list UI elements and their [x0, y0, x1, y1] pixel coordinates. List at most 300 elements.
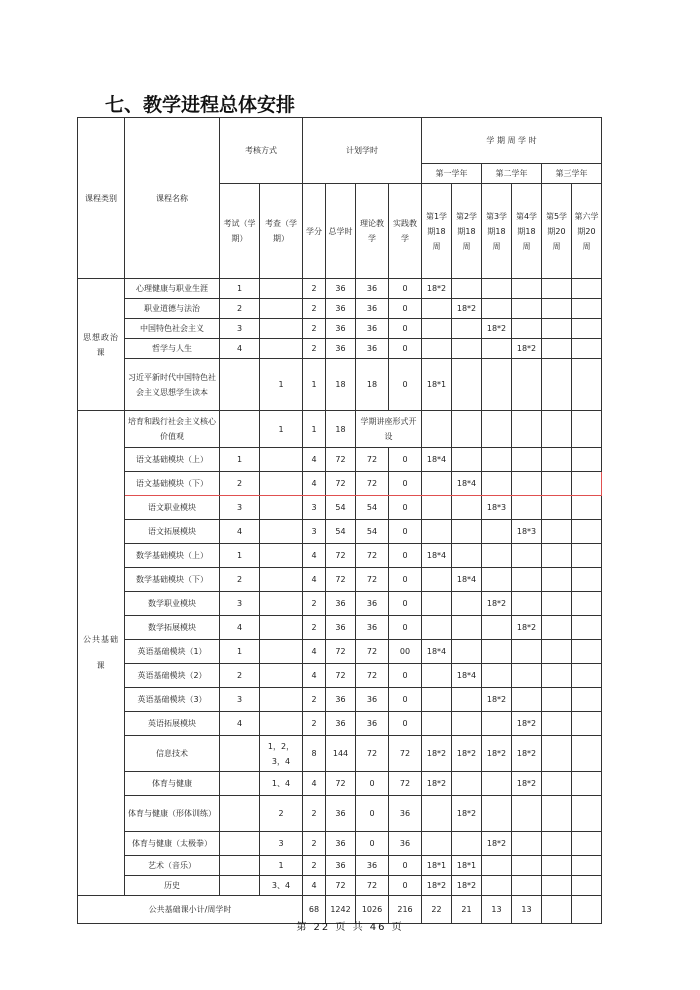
cell-s4 — [512, 472, 542, 496]
header-theory: 理论教学 — [356, 184, 389, 279]
cell-s2 — [452, 544, 482, 568]
cell-s1: 18*1 — [422, 856, 452, 876]
cell-exam: 3 — [220, 688, 260, 712]
cell-credits: 4 — [303, 772, 326, 796]
cell-theory: 36 — [356, 592, 389, 616]
cell-theory: 0 — [356, 832, 389, 856]
teaching-plan-table — [77, 117, 602, 924]
cell-s4: 18*2 — [512, 339, 542, 359]
cell-total: 36 — [326, 856, 356, 876]
cell-theory: 54 — [356, 496, 389, 520]
cell-exam: 2 — [220, 299, 260, 319]
cell-practice: 0 — [389, 496, 422, 520]
cell-s4: 18*2 — [512, 616, 542, 640]
cell-check — [260, 520, 303, 544]
cell-s1 — [422, 616, 452, 640]
table-row — [78, 736, 602, 772]
cell-s2 — [452, 448, 482, 472]
cell-s4: 18*2 — [512, 712, 542, 736]
cell-s3: 18*2 — [482, 319, 512, 339]
header-check: 考查（学期） — [260, 184, 303, 279]
subtotal-theory: 1026 — [356, 896, 389, 924]
cell-s3 — [482, 411, 512, 448]
header-total-hours: 总学时 — [326, 184, 356, 279]
cell-theory: 36 — [356, 616, 389, 640]
cell-exam: 2 — [220, 568, 260, 592]
cell-practice: 0 — [389, 688, 422, 712]
cell-credits: 2 — [303, 279, 326, 299]
cell-practice: 0 — [389, 616, 422, 640]
header-year2: 第二学年 — [482, 164, 542, 184]
cell-credits: 2 — [303, 616, 326, 640]
cell-s2 — [452, 411, 482, 448]
course-name: 历史 — [125, 876, 220, 896]
cell-practice: 0 — [389, 448, 422, 472]
table-row — [78, 448, 602, 472]
table-row — [78, 796, 602, 832]
section-title: 七、教学进程总体安排 — [105, 94, 296, 116]
cell-credits: 2 — [303, 299, 326, 319]
cell-theory: 36 — [356, 688, 389, 712]
header-assessment: 考核方式 — [220, 118, 303, 184]
cell-s1 — [422, 472, 452, 496]
cell-s1: 18*2 — [422, 876, 452, 896]
cell-s3 — [482, 520, 512, 544]
cell-exam: 3 — [220, 496, 260, 520]
cell-exam: 1 — [220, 640, 260, 664]
cell-s6 — [572, 472, 602, 496]
cell-total: 72 — [326, 876, 356, 896]
cell-theory: 36 — [356, 299, 389, 319]
cell-practice: 0 — [389, 856, 422, 876]
group-ideology: 思想政治课 — [78, 279, 125, 411]
subtotal-s1: 22 — [422, 896, 452, 924]
cell-credits: 4 — [303, 568, 326, 592]
table-row — [78, 279, 602, 299]
cell-total: 36 — [326, 592, 356, 616]
cell-credits: 2 — [303, 592, 326, 616]
cell-s1: 18*2 — [422, 736, 452, 772]
cell-exam — [220, 736, 260, 772]
cell-credits: 2 — [303, 319, 326, 339]
cell-s2: 18*2 — [452, 299, 482, 319]
cell-credits: 3 — [303, 520, 326, 544]
cell-s2 — [452, 359, 482, 411]
cell-practice: 0 — [389, 319, 422, 339]
cell-s1 — [422, 568, 452, 592]
course-name: 职业道德与法治 — [125, 299, 220, 319]
cell-total: 36 — [326, 279, 356, 299]
course-name: 英语拓展模块 — [125, 712, 220, 736]
cell-s1: 18*4 — [422, 448, 452, 472]
header-year3: 第三学年 — [542, 164, 602, 184]
cell-s3 — [482, 568, 512, 592]
cell-s3 — [482, 299, 512, 319]
cell-total: 36 — [326, 299, 356, 319]
cell-check — [260, 299, 303, 319]
cell-exam: 1 — [220, 448, 260, 472]
cell-s2 — [452, 616, 482, 640]
cell-s5 — [542, 359, 572, 411]
cell-s1 — [422, 592, 452, 616]
course-name: 语文基础模块（上） — [125, 448, 220, 472]
course-name: 习近平新时代中国特色社会主义思想学生读本 — [125, 359, 220, 411]
header-category: 课程类别 — [78, 118, 125, 279]
cell-total: 54 — [326, 520, 356, 544]
table-row — [78, 640, 602, 664]
cell-exam: 4 — [220, 616, 260, 640]
header-plan-hours: 计划学时 — [303, 118, 422, 184]
cell-practice: 0 — [389, 472, 422, 496]
table-row — [78, 832, 602, 856]
course-name: 数学基础模块（上） — [125, 544, 220, 568]
cell-s6 — [572, 712, 602, 736]
cell-exam — [220, 832, 260, 856]
table-row — [78, 319, 602, 339]
cell-s3 — [482, 339, 512, 359]
header-semester-3: 第3学期18周 — [482, 184, 512, 279]
cell-total: 18 — [326, 411, 356, 448]
cell-s3 — [482, 664, 512, 688]
cell-exam — [220, 796, 260, 832]
cell-check — [260, 640, 303, 664]
subtotal-s2: 21 — [452, 896, 482, 924]
cell-exam: 4 — [220, 339, 260, 359]
cell-s6 — [572, 736, 602, 772]
cell-s6 — [572, 856, 602, 876]
course-name: 中国特色社会主义 — [125, 319, 220, 339]
cell-credits: 2 — [303, 832, 326, 856]
cell-s4 — [512, 688, 542, 712]
header-semester-6: 第六学期20周 — [572, 184, 602, 279]
cell-theory: 72 — [356, 472, 389, 496]
cell-theory: 0 — [356, 772, 389, 796]
course-name: 数学拓展模块 — [125, 616, 220, 640]
header-semester-2: 第2学期18周 — [452, 184, 482, 279]
cell-s6 — [572, 664, 602, 688]
cell-exam — [220, 876, 260, 896]
table-row — [78, 688, 602, 712]
cell-exam — [220, 359, 260, 411]
cell-total: 72 — [326, 772, 356, 796]
cell-s4: 18*3 — [512, 520, 542, 544]
cell-s4 — [512, 411, 542, 448]
table-row — [78, 568, 602, 592]
cell-check — [260, 712, 303, 736]
cell-check — [260, 664, 303, 688]
cell-s1: 18*2 — [422, 772, 452, 796]
cell-s5 — [542, 496, 572, 520]
cell-total: 36 — [326, 616, 356, 640]
cell-check — [260, 472, 303, 496]
cell-s3 — [482, 856, 512, 876]
cell-s3 — [482, 279, 512, 299]
cell-s1 — [422, 496, 452, 520]
cell-s1 — [422, 664, 452, 688]
cell-theory: 72 — [356, 568, 389, 592]
cell-s2 — [452, 640, 482, 664]
cell-s1 — [422, 832, 452, 856]
cell-s3 — [482, 448, 512, 472]
cell-s6 — [572, 411, 602, 448]
subtotal-practice: 216 — [389, 896, 422, 924]
cell-s5 — [542, 712, 572, 736]
cell-s6 — [572, 448, 602, 472]
table-row — [78, 664, 602, 688]
cell-s3 — [482, 359, 512, 411]
subtotal-credits: 68 — [303, 896, 326, 924]
cell-check — [260, 448, 303, 472]
cell-theory: 18 — [356, 359, 389, 411]
cell-s3: 18*2 — [482, 832, 512, 856]
cell-s5 — [542, 772, 572, 796]
cell-s5 — [542, 568, 572, 592]
cell-s2 — [452, 712, 482, 736]
cell-s5 — [542, 319, 572, 339]
cell-total: 18 — [326, 359, 356, 411]
cell-theory: 36 — [356, 339, 389, 359]
cell-s2: 18*2 — [452, 736, 482, 772]
course-name: 艺术（音乐） — [125, 856, 220, 876]
cell-theory: 54 — [356, 520, 389, 544]
cell-exam: 4 — [220, 520, 260, 544]
table-row — [78, 616, 602, 640]
header-semester-1: 第1学期18周 — [422, 184, 452, 279]
cell-s6 — [572, 339, 602, 359]
cell-total: 144 — [326, 736, 356, 772]
cell-check — [260, 688, 303, 712]
cell-total: 72 — [326, 568, 356, 592]
cell-s2 — [452, 772, 482, 796]
cell-s3 — [482, 640, 512, 664]
cell-exam: 3 — [220, 592, 260, 616]
cell-s6 — [572, 796, 602, 832]
cell-s4 — [512, 568, 542, 592]
cell-s3 — [482, 472, 512, 496]
cell-s6 — [572, 876, 602, 896]
cell-total: 36 — [326, 832, 356, 856]
cell-s6 — [572, 688, 602, 712]
cell-total: 72 — [326, 448, 356, 472]
cell-total: 36 — [326, 319, 356, 339]
course-name: 培育和践行社会主义核心价值观 — [125, 411, 220, 448]
cell-s6 — [572, 279, 602, 299]
cell-credits: 1 — [303, 411, 326, 448]
cell-check: 1，2，3，4 — [260, 736, 303, 772]
cell-total: 72 — [326, 472, 356, 496]
cell-s4 — [512, 448, 542, 472]
cell-s4 — [512, 544, 542, 568]
cell-practice: 0 — [389, 299, 422, 319]
header-practice: 实践教学 — [389, 184, 422, 279]
table-row — [78, 496, 602, 520]
cell-s1 — [422, 688, 452, 712]
table-row — [78, 856, 602, 876]
cell-check — [260, 544, 303, 568]
cell-check: 1 — [260, 856, 303, 876]
cell-credits: 3 — [303, 496, 326, 520]
cell-s5 — [542, 640, 572, 664]
cell-practice: 0 — [389, 592, 422, 616]
course-name: 体育与健康 — [125, 772, 220, 796]
cell-s3: 18*2 — [482, 688, 512, 712]
cell-s1 — [422, 712, 452, 736]
cell-s4 — [512, 319, 542, 339]
cell-exam — [220, 856, 260, 876]
table-row — [78, 411, 602, 448]
course-name: 英语基础模块（2） — [125, 664, 220, 688]
cell-s4 — [512, 856, 542, 876]
cell-practice: 72 — [389, 772, 422, 796]
cell-credits: 4 — [303, 448, 326, 472]
cell-theory: 36 — [356, 279, 389, 299]
course-name: 数学职业模块 — [125, 592, 220, 616]
cell-s5 — [542, 279, 572, 299]
cell-practice: 36 — [389, 832, 422, 856]
cell-s4 — [512, 796, 542, 832]
cell-s4 — [512, 640, 542, 664]
cell-s6 — [572, 592, 602, 616]
table-row — [78, 299, 602, 319]
cell-credits: 4 — [303, 640, 326, 664]
course-name: 语文职业模块 — [125, 496, 220, 520]
subtotal-s3: 13 — [482, 896, 512, 924]
table-row — [78, 339, 602, 359]
group-public: 公共基础课 — [78, 411, 125, 896]
cell-check: 2 — [260, 796, 303, 832]
cell-s5 — [542, 876, 572, 896]
cell-s1 — [422, 411, 452, 448]
course-name: 信息技术 — [125, 736, 220, 772]
cell-s6 — [572, 299, 602, 319]
cell-exam — [220, 772, 260, 796]
cell-s3 — [482, 876, 512, 896]
cell-check — [260, 319, 303, 339]
cell-total: 36 — [326, 688, 356, 712]
cell-practice: 0 — [389, 568, 422, 592]
cell-s2 — [452, 339, 482, 359]
cell-s1 — [422, 796, 452, 832]
cell-theory: 36 — [356, 712, 389, 736]
course-name: 体育与健康（太极拳） — [125, 832, 220, 856]
cell-theory-practice: 学期讲座形式开设 — [356, 411, 422, 448]
cell-s1 — [422, 299, 452, 319]
cell-credits: 4 — [303, 876, 326, 896]
cell-s2: 18*2 — [452, 876, 482, 896]
table-row — [78, 520, 602, 544]
cell-theory: 36 — [356, 856, 389, 876]
course-name: 心理健康与职业生涯 — [125, 279, 220, 299]
cell-total: 72 — [326, 640, 356, 664]
cell-theory: 72 — [356, 664, 389, 688]
course-name: 体育与健康（形体训练） — [125, 796, 220, 832]
cell-s5 — [542, 736, 572, 772]
cell-s2: 18*4 — [452, 568, 482, 592]
header-course-name: 课程名称 — [125, 118, 220, 279]
cell-s5 — [542, 339, 572, 359]
cell-s4 — [512, 279, 542, 299]
cell-check — [260, 616, 303, 640]
cell-practice: 0 — [389, 544, 422, 568]
cell-s2 — [452, 279, 482, 299]
cell-s4 — [512, 832, 542, 856]
table-row — [78, 472, 602, 496]
cell-credits: 4 — [303, 544, 326, 568]
cell-s1 — [422, 520, 452, 544]
cell-s5 — [542, 856, 572, 876]
course-name: 英语基础模块（3） — [125, 688, 220, 712]
cell-s2 — [452, 319, 482, 339]
cell-s2 — [452, 832, 482, 856]
cell-s3: 18*3 — [482, 496, 512, 520]
cell-s3 — [482, 616, 512, 640]
cell-check — [260, 496, 303, 520]
cell-practice: 00 — [389, 640, 422, 664]
cell-s6 — [572, 496, 602, 520]
table-row — [78, 592, 602, 616]
cell-check: 3、4 — [260, 876, 303, 896]
cell-s5 — [542, 472, 572, 496]
cell-credits: 2 — [303, 688, 326, 712]
cell-practice: 36 — [389, 796, 422, 832]
cell-theory: 72 — [356, 544, 389, 568]
cell-s5 — [542, 616, 572, 640]
cell-total: 36 — [326, 796, 356, 832]
cell-check: 1 — [260, 359, 303, 411]
cell-practice: 0 — [389, 876, 422, 896]
header-exam: 考试（学期） — [220, 184, 260, 279]
cell-practice: 0 — [389, 664, 422, 688]
cell-s3: 18*2 — [482, 592, 512, 616]
subtotal-label: 公共基础课小计/周学时 — [78, 896, 303, 924]
header-semester-4: 第4学期18周 — [512, 184, 542, 279]
cell-s5 — [542, 688, 572, 712]
cell-s2: 18*1 — [452, 856, 482, 876]
cell-credits: 4 — [303, 664, 326, 688]
cell-theory: 36 — [356, 319, 389, 339]
cell-credits: 4 — [303, 472, 326, 496]
course-name: 哲学与人生 — [125, 339, 220, 359]
cell-s5 — [542, 832, 572, 856]
subtotal-total: 1242 — [326, 896, 356, 924]
course-name: 语文基础模块（下） — [125, 472, 220, 496]
cell-check — [260, 279, 303, 299]
table-row — [78, 359, 602, 411]
cell-exam: 4 — [220, 712, 260, 736]
cell-s5 — [542, 544, 572, 568]
cell-total: 36 — [326, 339, 356, 359]
cell-check — [260, 568, 303, 592]
cell-exam: 2 — [220, 472, 260, 496]
cell-s5 — [542, 664, 572, 688]
cell-credits: 2 — [303, 856, 326, 876]
cell-exam: 1 — [220, 279, 260, 299]
cell-s2: 18*4 — [452, 472, 482, 496]
cell-s6 — [572, 832, 602, 856]
cell-credits: 2 — [303, 712, 326, 736]
cell-total: 72 — [326, 664, 356, 688]
cell-s6 — [572, 616, 602, 640]
cell-s6 — [572, 568, 602, 592]
cell-s5 — [542, 299, 572, 319]
header-weekly-hours: 学 期 周 学 时 — [422, 118, 602, 164]
cell-s1 — [422, 339, 452, 359]
cell-s3 — [482, 712, 512, 736]
cell-s1 — [422, 319, 452, 339]
cell-s2 — [452, 688, 482, 712]
header-year1: 第一学年 — [422, 164, 482, 184]
cell-s2 — [452, 592, 482, 616]
